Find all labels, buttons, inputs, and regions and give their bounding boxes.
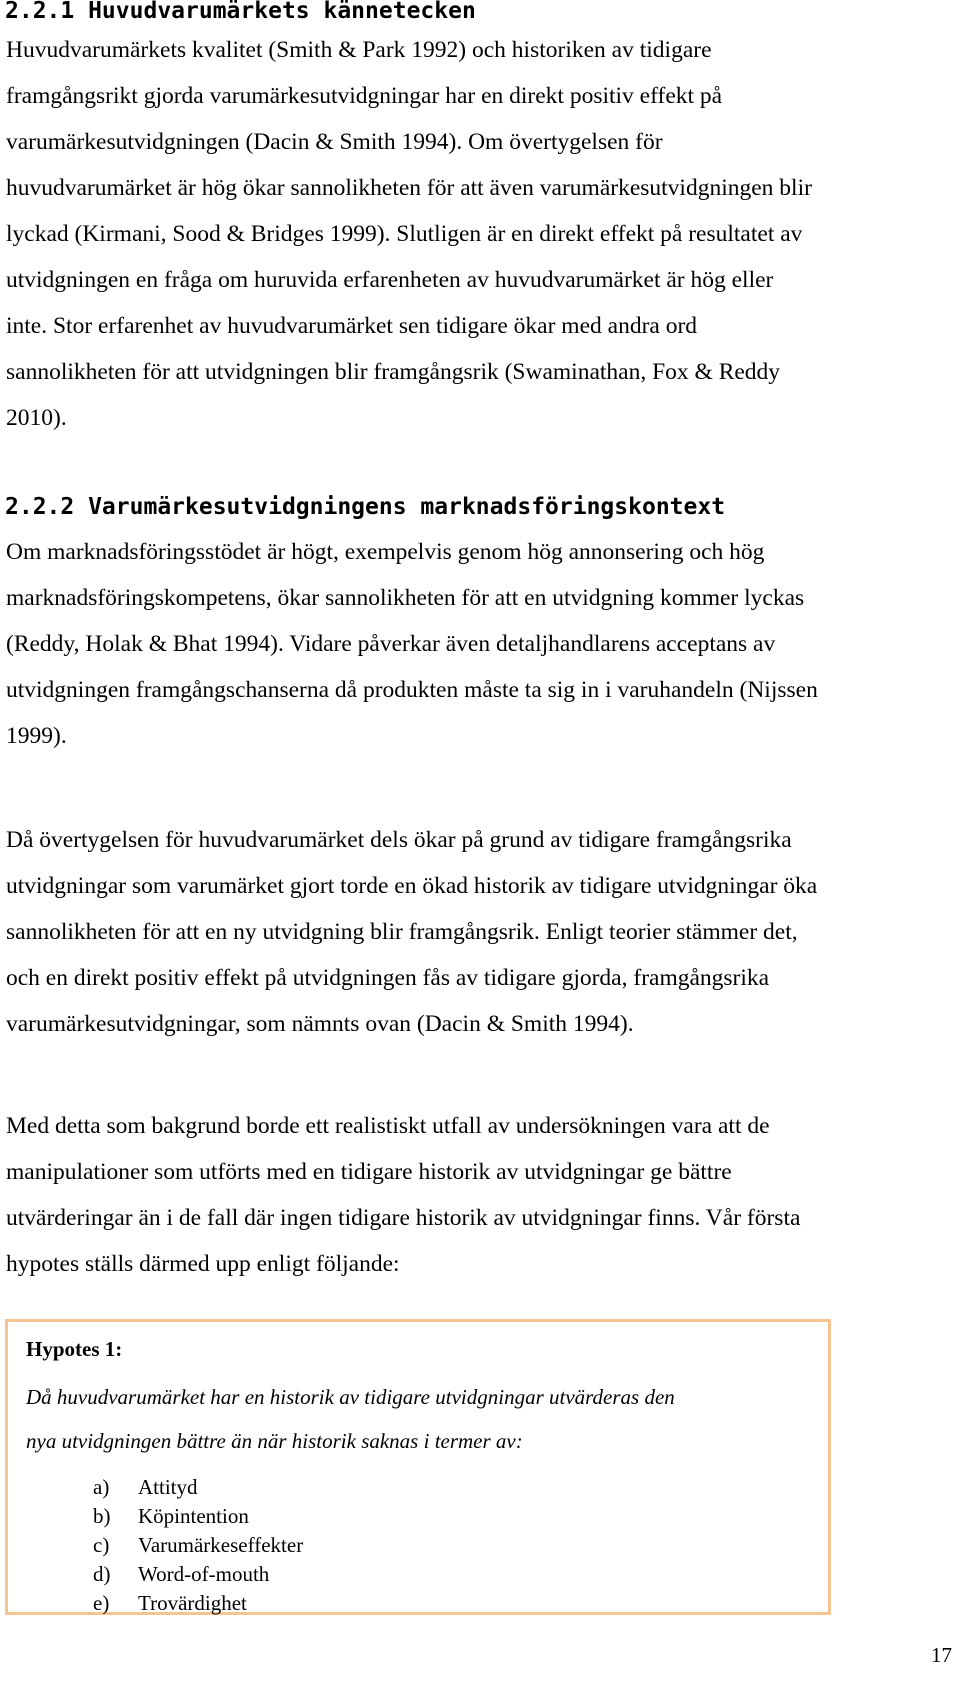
paragraph-line: 2010). — [6, 405, 67, 431]
page-number: 17 — [931, 1643, 952, 1667]
list-item-text: Köpintention — [138, 1504, 249, 1528]
paragraph-line: 1999). — [6, 723, 67, 749]
paragraph-line: Då övertygelsen för huvudvarumärket dels ökar på grund av tidigare framgångsrika — [6, 827, 792, 853]
paragraph-line: Huvudvarumärkets kvalitet (Smith & Park 1992) och historiken av tidigare — [6, 37, 712, 63]
paragraph-hypothesis-intro — [6, 1103, 956, 1287]
paragraph-line: utvidgningar som varumärket gjort torde en ökad historik av tidigare utvidgningar öka — [6, 873, 818, 899]
paragraph-line: sannolikheten för att en ny utvidgning blir framgångsrik. Enligt teorier stämmer det, — [6, 919, 798, 945]
list-item-text: Varumärkeseffekter — [138, 1533, 304, 1557]
list-item — [93, 1560, 303, 1589]
section-heading-2-2-1: 2.2.1 Huvudvarumärkets kännetecken — [5, 0, 476, 24]
list-item — [93, 1473, 303, 1502]
list-item-text: Trovärdighet — [138, 1591, 247, 1615]
list-item-text: Attityd — [138, 1475, 198, 1499]
paragraph-line: marknadsföringskompetens, ökar sannolikheten för att en utvidgning kommer lyckas — [6, 585, 805, 611]
list-item — [93, 1531, 303, 1560]
paragraph-line: utvärderingar än i de fall där ingen tidigare historik av utvidgningar finns. Vår första — [6, 1205, 801, 1231]
hypothesis-title: Hypotes 1: — [26, 1337, 123, 1361]
paragraph-line: Om marknadsföringsstödet är högt, exempelvis genom hög annonsering och hög — [6, 539, 765, 565]
paragraph-2-2-1 — [6, 27, 956, 441]
section-heading-2-2-2: 2.2.2 Varumärkesutvidgningens marknadsföringskontext — [5, 494, 726, 520]
paragraph-line: utvidgningen framgångschanserna då produkten måste ta sig in i varuhandeln (Nijssen — [6, 677, 818, 703]
list-marker: c) — [93, 1533, 110, 1557]
paragraph-line: lyckad (Kirmani, Sood & Bridges 1999). Slutligen är en direkt effekt på resultatet av — [6, 221, 803, 247]
list-marker: e) — [93, 1591, 110, 1615]
list-item-text: Word-of-mouth — [138, 1562, 270, 1586]
hypothesis-box — [5, 1319, 831, 1615]
paragraph-line: Med detta som bakgrund borde ett realistiskt utfall av undersökningen vara att de — [6, 1113, 770, 1139]
paragraph-line: (Reddy, Holak & Bhat 1994). Vidare påverkar även detaljhandlarens acceptans av — [6, 631, 776, 657]
paragraph-line: utvidgningen en fråga om huruvida erfarenheten av huvudvarumärket är hög eller — [6, 267, 774, 293]
paragraph-line: manipulationer som utförts med en tidigare historik av utvidgningar ge bättre — [6, 1159, 732, 1185]
hypothesis-line: nya utvidgningen bättre än när historik saknas i termer av: — [26, 1429, 523, 1453]
list-item — [93, 1502, 303, 1531]
paragraph-line: och en direkt positiv effekt på utvidgningen fås av tidigare gjorda, framgångsrika — [6, 965, 770, 991]
paragraph-history-argument — [6, 817, 956, 1047]
paragraph-2-2-2 — [6, 529, 956, 759]
hypothesis-line: Då huvudvarumärket har en historik av tidigare utvidgningar utvärderas den — [26, 1385, 675, 1409]
paragraph-line: inte. Stor erfarenhet av huvudvarumärket sen tidigare ökar med andra ord — [6, 313, 698, 339]
list-marker: d) — [93, 1562, 111, 1586]
hypothesis-statement — [26, 1375, 675, 1463]
hypothesis-list — [93, 1473, 303, 1618]
paragraph-line: varumärkesutvidgningar, som nämnts ovan (Dacin & Smith 1994). — [6, 1011, 634, 1037]
list-item — [93, 1589, 303, 1618]
list-marker: a) — [93, 1475, 110, 1499]
paragraph-line: huvudvarumärket är hög ökar sannolikheten för att även varumärkesutvidgningen blir — [6, 175, 812, 201]
paragraph-line: varumärkesutvidgningen (Dacin & Smith 1994). Om övertygelsen för — [6, 129, 663, 155]
paragraph-line: sannolikheten för att utvidgningen blir framgångsrik (Swaminathan, Fox & Reddy — [6, 359, 781, 385]
list-marker: b) — [93, 1504, 111, 1528]
paragraph-line: framgångsrikt gjorda varumärkesutvidgningar har en direkt positiv effekt på — [6, 83, 723, 109]
paragraph-line: hypotes ställs därmed upp enligt följande: — [6, 1251, 400, 1277]
